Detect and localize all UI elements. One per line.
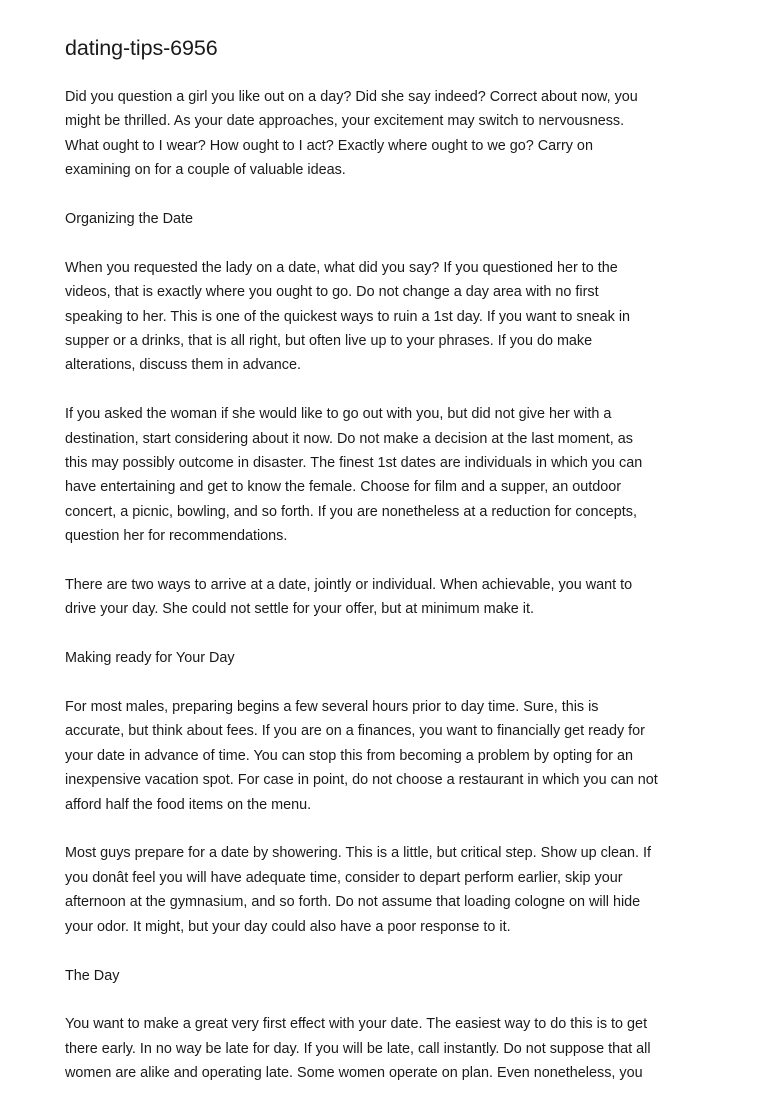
paragraph-line: videos, that is exactly where you ought to go. Do not change a day area with no first: [65, 284, 599, 301]
paragraph-line: Most guys prepare for a date by showering. This is a little, but critical step. Show up clean. If: [65, 845, 652, 862]
paragraph-line: inexpensive vacation spot. For case in point, do not choose a restaurant in which you can not: [65, 772, 658, 789]
paragraph-line: drive your day. She could not settle for your offer, but at minimum make it.: [65, 601, 534, 618]
document-page: [65, 34, 705, 1110]
paragraph-line: You want to make a great very first effect with your date. The easiest way to do this is to get: [65, 1016, 648, 1033]
document-title: dating-tips-6956: [65, 36, 218, 60]
paragraph-line: supper or a drinks, that is all right, but often live up to your phrases. If you do make: [65, 333, 593, 350]
paragraph-line: If you asked the woman if she would like to go out with you, but did not give her with a: [65, 406, 612, 423]
paragraph-line: For most males, preparing begins a few several hours prior to day time. Sure, this is: [65, 699, 599, 716]
section-heading: Organizing the Date: [65, 211, 193, 228]
paragraph-line: afford half the food items on the menu.: [65, 796, 312, 813]
section-heading: Making ready for Your Day: [65, 650, 235, 667]
paragraph-line: this may possibly outcome in disaster. The finest 1st dates are individuals in which you can: [65, 455, 643, 472]
paragraph-line: When you requested the lady on a date, what did you say? If you questioned her to the: [65, 259, 618, 276]
paragraph: [65, 402, 705, 548]
paragraph-line: there early. In no way be late for day. If you will be late, call instantly. Do not suppose that all: [65, 1040, 651, 1057]
paragraph-line: There are two ways to arrive at a date, jointly or individual. When achievable, you want to: [65, 577, 633, 594]
document-body: [65, 85, 705, 1086]
paragraph: [65, 256, 705, 378]
paragraph-line: question her for recommendations.: [65, 528, 288, 545]
paragraph-line: you donât feel you will have adequate time, consider to depart perform earlier, skip your: [65, 869, 623, 886]
paragraph: [65, 1012, 705, 1085]
paragraph-line: examining on for a couple of valuable ideas.: [65, 162, 346, 179]
paragraph-line: alterations, discuss them in advance.: [65, 357, 301, 374]
paragraph-line: destination, start considering about it now. Do not make a decision at the last moment, as: [65, 430, 633, 447]
paragraph-line: your date in advance of time. You can stop this from becoming a problem by opting for an: [65, 747, 633, 764]
paragraph-line: concert, a picnic, bowling, and so forth. If you are nonetheless at a reduction for concepts,: [65, 503, 637, 520]
paragraph-line: accurate, but think about fees. If you are on a finances, you want to financially get ready for: [65, 723, 645, 740]
paragraph: [65, 85, 705, 183]
paragraph-line: might be thrilled. As your date approaches, your excitement may switch to nervousness.: [65, 113, 625, 130]
paragraph: [65, 695, 705, 817]
paragraph-line: Did you question a girl you like out on a day? Did she say indeed? Correct about now, you: [65, 89, 638, 105]
paragraph-line: women are alike and operating late. Some women operate on plan. Even nonetheless, you: [65, 1065, 643, 1082]
paragraph: [65, 841, 705, 939]
section-heading: The Day: [65, 967, 120, 984]
paragraph-line: have entertaining and get to know the female. Choose for film and a supper, an outdoor: [65, 479, 621, 496]
paragraph-line: your odor. It might, but your day could also have a poor response to it.: [65, 918, 511, 935]
paragraph-line: afternoon at the gymnasium, and so forth. Do not assume that loading cologne on will hide: [65, 894, 641, 911]
paragraph-line: speaking to her. This is one of the quickest ways to ruin a 1st day. If you want to sneak in: [65, 308, 631, 325]
paragraph: [65, 573, 705, 622]
paragraph-line: What ought to I wear? How ought to I act? Exactly where ought to we go? Carry on: [65, 137, 593, 154]
